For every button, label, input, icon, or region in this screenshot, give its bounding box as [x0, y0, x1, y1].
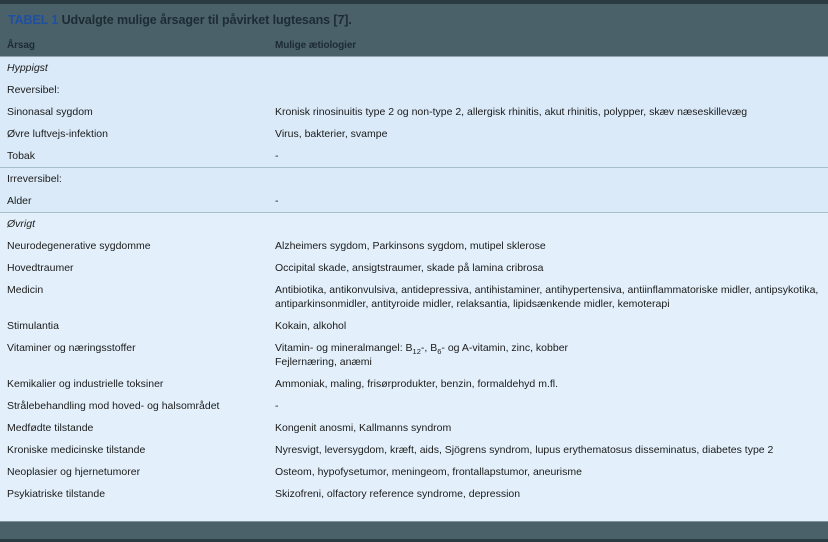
cell-cause: Stimulantia — [7, 320, 59, 332]
cell-cause: Øvrigt — [7, 218, 36, 230]
cell-etiologies: Ammoniak, maling, frisørprodukter, benzin, formaldehyd m.fl. — [275, 378, 559, 390]
cell-etiologies: Alzheimers sygdom, Parkinsons sygdom, mutipel sklerose — [275, 240, 546, 252]
table-body — [0, 57, 828, 505]
cell-cause: Hyppigst — [7, 62, 48, 74]
table-row — [0, 145, 828, 167]
cell-cause: Tobak — [7, 150, 36, 162]
cell-etiologies: Virus, bakterier, svampe — [275, 128, 388, 140]
table-title-text: Udvalgte mulige årsager til påvirket lugtesans [7]. — [61, 12, 352, 27]
table-column-header-row — [0, 35, 828, 57]
cell-cause: Psykiatriske tilstande — [7, 488, 106, 500]
table-row — [0, 190, 828, 212]
cell-cause: Kemikalier og industrielle toksiner — [7, 378, 164, 390]
table-row — [0, 395, 828, 417]
cell-cause: Neoplasier og hjernetumorer — [7, 466, 141, 478]
cell-cause: Medfødte tilstande — [7, 422, 94, 434]
cell-cause: Kroniske medicinske tilstande — [7, 444, 146, 456]
table-row — [0, 123, 828, 145]
cell-etiologies: Kronisk rinosinuitis type 2 og non-type 2, allergisk rhinitis, akut rhinitis, polypper, skæv næseskillevæg — [275, 106, 748, 118]
cell-etiologies: - — [275, 400, 279, 412]
cell-cause: Reversibel: — [7, 84, 60, 96]
table-row — [0, 257, 828, 279]
table-row — [0, 315, 828, 337]
cell-etiologies: Antibiotika, antikonvulsiva, antidepressiva, antihistaminer, antihypertensiva, antiinflammatoriske midler, antipsykotika, antiparkinsonmidler, antityroide midler, relaksantia, lipidsænkende midler, kemoterapi — [275, 284, 819, 310]
cell-cause: Alder — [7, 195, 32, 207]
table-group — [0, 212, 828, 505]
cell-cause: Irreversibel: — [7, 173, 62, 185]
table-row — [0, 483, 828, 505]
table-row — [0, 337, 828, 373]
table-group — [0, 167, 828, 212]
table-row — [0, 279, 828, 315]
cell-cause: Vitaminer og næringsstoffer — [7, 342, 136, 354]
cell-cause: Strålebehandling mod hoved- og halsområdet — [7, 400, 220, 412]
cell-etiologies: Skizofreni, olfactory reference syndrome, depression — [275, 488, 521, 500]
cell-etiologies: - — [275, 150, 279, 162]
cell-etiologies: Osteom, hypofysetumor, meningeom, frontallapstumor, aneurisme — [275, 466, 582, 478]
cell-etiologies: Kongenit anosmi, Kallmanns syndrom — [275, 422, 452, 434]
table-title-bar — [0, 4, 828, 35]
cell-etiologies: Occipital skade, ansigtstraumer, skade på lamina cribrosa — [275, 262, 544, 274]
page-title — [8, 13, 352, 27]
column-header-etiologies: Mulige ætiologier — [275, 39, 357, 51]
column-header-cause: Årsag — [7, 39, 35, 51]
cell-etiologies: Kokain, alkohol — [275, 320, 347, 332]
cell-cause: Sinonasal sygdom — [7, 106, 93, 118]
table-row — [0, 235, 828, 257]
table-row — [0, 461, 828, 483]
table-row — [0, 417, 828, 439]
table-row — [0, 101, 828, 123]
table-group — [0, 57, 828, 167]
cell-cause: Hovedtraumer — [7, 262, 74, 274]
cell-etiologies: - — [275, 195, 279, 207]
cell-cause: Øvre luftvejs-infektion — [7, 128, 108, 140]
table-label: TABEL 1 — [8, 12, 59, 27]
cell-etiologies: Vitamin- og mineralmangel: $B_{12}-$, $B_6-$ og A-vitamin, zinc, kobber Fejlernæring, anæmi — [275, 342, 569, 368]
cell-cause: Medicin — [7, 284, 44, 296]
cell-etiologies: Nyresvigt, leversygdom, kræft, aids, Sjögrens syndrom, lupus erythematosus disseminatus, diabetes type 2 — [275, 444, 774, 456]
table-row — [0, 213, 828, 235]
cell-cause: Neurodegenerative sygdomme — [7, 240, 151, 252]
table-row — [0, 373, 828, 395]
table-row — [0, 57, 828, 79]
table-row — [0, 439, 828, 461]
table-row — [0, 168, 828, 190]
table-row — [0, 79, 828, 101]
